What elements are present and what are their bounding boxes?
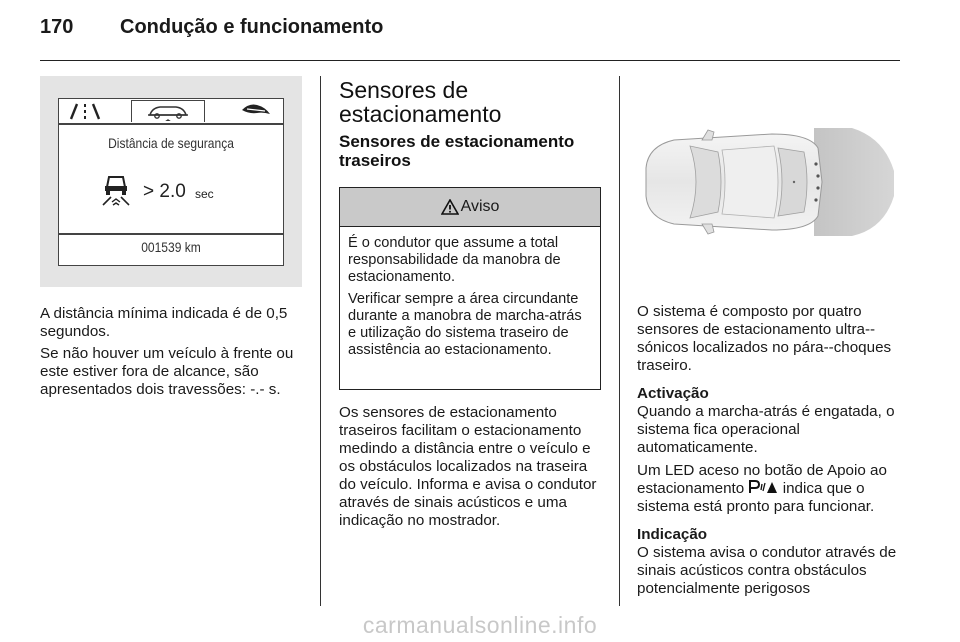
- section-title: Sensores de estacionamento: [339, 77, 502, 127]
- paragraph: O sistema é composto por quatro sensores de estacionamento ultra--sónicos localizados no pára--choques traseiro.: [637, 303, 892, 374]
- subsection-title: Sensores de estacionamento traseiros: [339, 132, 575, 170]
- selected-tab: [131, 100, 205, 122]
- park-assist-icon: [748, 480, 778, 494]
- odometer-readout: 001539 km: [141, 239, 201, 255]
- display-title: Distância de segurança: [108, 135, 234, 151]
- indication-heading: Indicação: [637, 526, 708, 543]
- led-paragraph: [637, 462, 905, 516]
- page-number: 170: [40, 16, 74, 38]
- warning-paragraph: Verificar sempre a área circundante durante a manobra de marcha-atrás e utilização do sistema traseiro de assistência ao estacionamento.: [348, 291, 582, 358]
- header-divider: [40, 60, 900, 61]
- lane-assist-icon: [65, 101, 105, 121]
- display-screen: [58, 98, 284, 266]
- led-text-after: indica que o sistema está pronto para funcionar.: [637, 480, 875, 515]
- column-divider-right: [619, 76, 620, 606]
- led-text-before: Um LED aceso no botão de Apoio ao estacionamento: [637, 462, 887, 497]
- warning-triangle-icon: [441, 199, 459, 215]
- warning-label: Aviso: [460, 198, 500, 215]
- instrument-display-figure: [40, 76, 302, 287]
- paragraph: Se não houver um veículo à frente ou este estiver fora de alcance, são apresentados dois travessões: -.- s.: [40, 345, 294, 398]
- paragraph: O sistema avisa o condutor através de sinais acústicos contra obstáculos potencialmente perigosos: [637, 544, 897, 597]
- page-header: [40, 16, 900, 56]
- warning-body: [340, 227, 600, 359]
- warning-box: [339, 187, 601, 390]
- watermark: carmanualsonline.info: [362, 612, 598, 638]
- distance-value: > 2.0: [143, 181, 186, 202]
- activation-heading: Activação: [637, 385, 709, 402]
- distance-unit: sec: [195, 187, 214, 201]
- left-column-text: [40, 305, 305, 403]
- chapter-title: Condução e funcionamento: [120, 16, 384, 38]
- car-distance-icon: [99, 173, 135, 207]
- warning-header: [340, 188, 600, 227]
- car-front-icon: [132, 101, 204, 121]
- warning-paragraph: É o condutor que assume a total responsabilidade da manobra de estacionamento.: [348, 235, 561, 285]
- road-sign-icon: [239, 101, 273, 121]
- column-divider-left: [320, 76, 321, 606]
- right-column-text: [637, 303, 905, 603]
- middle-column: [339, 78, 605, 170]
- paragraph: A distância mínima indicada é de 0,5 segundos.: [40, 305, 288, 340]
- paragraph: Os sensores de estacionamento traseiros facilitam o estacionamento medindo a distância entre o veículo e os obstáculos localizados na traseira do veículo. Informa e avisa o condutor através de sinais acústicos e uma indicação no mostrador.: [339, 404, 597, 529]
- parking-sensor-figure: [622, 76, 901, 287]
- car-topview-icon: [622, 76, 901, 287]
- middle-column-text: [339, 404, 605, 530]
- paragraph: Quando a marcha-atrás é engatada, o sistema fica operacional automaticamente.: [637, 403, 895, 456]
